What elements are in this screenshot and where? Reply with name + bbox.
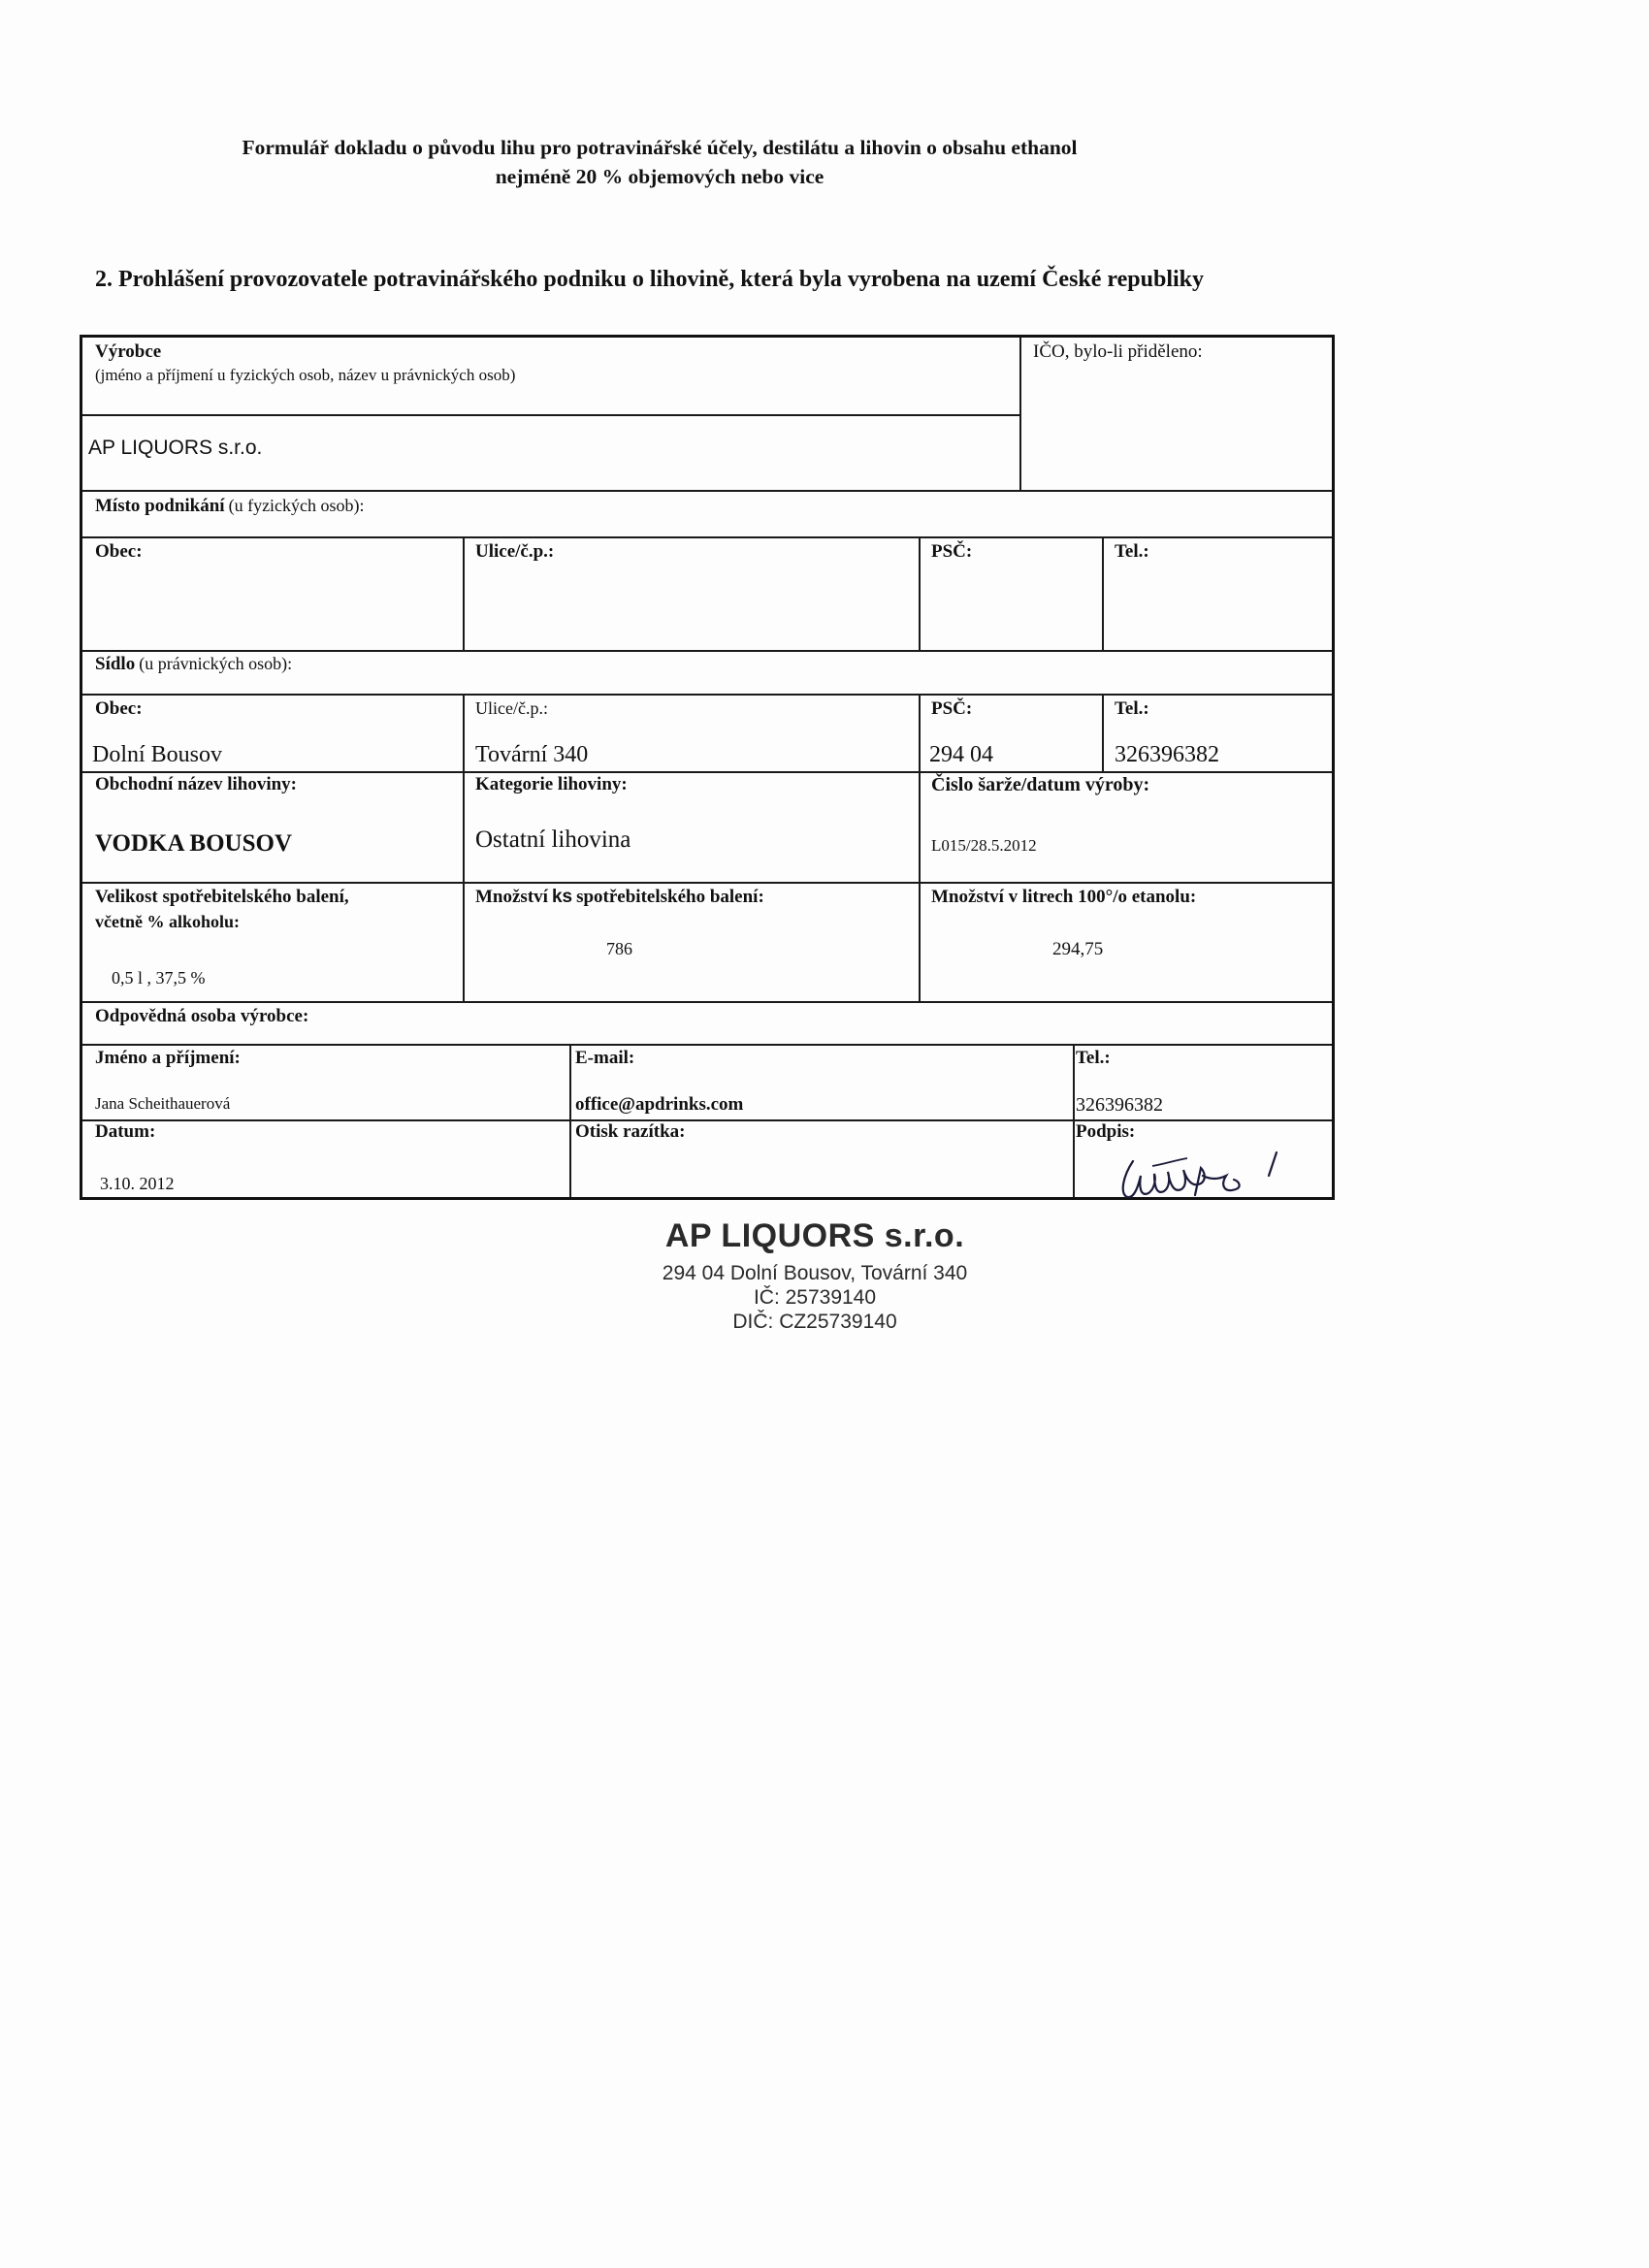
date-value: 3.10. 2012: [100, 1174, 175, 1193]
responsible-tel-label: Tel.:: [1076, 1048, 1111, 1068]
responsible-tel-value: 326396382: [1076, 1094, 1163, 1116]
seat-ulice-label: Ulice/č.p.:: [475, 698, 548, 718]
package-count-label-ks: ks: [551, 887, 573, 907]
handwritten-signature: [1106, 1137, 1300, 1215]
divider: [82, 414, 1021, 416]
divider: [919, 536, 921, 651]
producer-value: AP LIQUORS s.r.o.: [88, 437, 263, 459]
divider: [82, 1044, 1332, 1046]
trade-name-label: Obchodní název lihoviny:: [95, 774, 297, 794]
divider: [82, 490, 1332, 492]
document-title: [97, 133, 1222, 191]
ico-label: IČO, bylo-li přiděleno:: [1033, 341, 1203, 362]
seat-psc-label: PSČ:: [931, 698, 973, 719]
divider: [1102, 536, 1104, 651]
seat-psc-value: 294 04: [929, 742, 993, 767]
divider: [82, 1119, 1332, 1121]
divider: [1073, 1044, 1075, 1197]
responsible-email-value: office@apdrinks.com: [575, 1094, 744, 1115]
divider: [82, 882, 1332, 884]
business-tel-label: Tel.:: [1115, 541, 1149, 562]
seat-obec-value: Dolní Bousov: [92, 742, 223, 767]
seat-label: [95, 654, 292, 675]
responsible-email-label: E-mail:: [575, 1048, 635, 1068]
business-obec-label: Obec:: [95, 541, 143, 562]
stamp-ic: IČ: 25739140: [753, 1286, 877, 1309]
producer-label: Výrobce: [95, 341, 162, 362]
divider: [82, 771, 1332, 773]
business-place-label: [95, 496, 365, 517]
business-place-label-bold: Místo podnikání: [95, 496, 225, 516]
divider: [919, 694, 921, 1002]
divider: [463, 536, 465, 651]
stamp-dic: DIČ: CZ25739140: [732, 1311, 897, 1333]
stamp-company-name: AP LIQUORS s.r.o.: [664, 1217, 965, 1254]
divider: [1102, 694, 1104, 772]
package-size-label-2: včetně % alkoholu:: [95, 912, 241, 931]
divider: [82, 650, 1332, 652]
date-label: Datum:: [95, 1121, 156, 1142]
batch-label: Čislo šarže/datum výroby:: [931, 774, 1150, 795]
signature-label: Podpis:: [1076, 1121, 1136, 1142]
seat-tel-label: Tel.:: [1115, 698, 1149, 719]
liters-label: Množství v litrech 100°/o etanolu:: [931, 887, 1197, 907]
divider: [82, 536, 1332, 538]
package-size-label-1: Velikost spotřebitelského balení,: [95, 887, 349, 907]
responsible-name-label: Jméno a příjmení:: [95, 1048, 241, 1068]
responsible-section-label: Odpovědná osoba výrobce:: [95, 1006, 309, 1026]
business-ulice-label: Ulice/č.p.:: [475, 541, 555, 562]
seat-ulice-value: Tovární 340: [475, 742, 589, 767]
liters-value: 294,75: [1052, 939, 1104, 959]
batch-value: L015/28.5.2012: [931, 836, 1037, 855]
category-label: Kategorie lihoviny:: [475, 774, 628, 794]
package-count-label-2: spotřebitelského balení:: [576, 887, 764, 907]
producer-hint: (jméno a příjmení u fyzických osob, název u právnických osob): [95, 366, 516, 384]
seat-tel-value: 326396382: [1115, 742, 1219, 767]
responsible-name-value: Jana Scheithauerová: [95, 1094, 231, 1113]
seat-obec-label: Obec:: [95, 698, 143, 719]
seat-label-rest: (u právnických osob):: [139, 654, 293, 673]
package-count-label-1: Množství: [475, 887, 548, 907]
document-title-line-1: Formulář dokladu o původu lihu pro potravinářské účely, destilátu a lihovin o obsahu ethanol: [242, 136, 1078, 159]
section-heading: 2. Prohlášení provozovatele potravinářského podniku o lihovině, která byla vyrobena na uzemí České republiky: [95, 267, 1204, 292]
category-value: Ostatní lihovina: [475, 826, 631, 853]
divider: [1019, 338, 1021, 491]
document-title-line-2: nejméně 20 % objemových nebo vice: [495, 165, 824, 188]
divider: [463, 694, 465, 1002]
seat-label-bold: Sídlo: [95, 654, 136, 674]
stamp-label: Otisk razítka:: [575, 1121, 686, 1142]
declaration-form: [80, 335, 1335, 1200]
trade-name-value: VODKA BOUSOV: [95, 830, 293, 857]
package-count-value: 786: [606, 939, 632, 958]
stamp-address: 294 04 Dolní Bousov, Tovární 340: [662, 1262, 968, 1284]
package-size-value: 0,5 l , 37,5 %: [112, 968, 206, 988]
divider: [569, 1044, 571, 1197]
divider: [82, 694, 1332, 696]
divider: [82, 1001, 1332, 1003]
business-place-label-rest: (u fyzických osob):: [228, 496, 365, 515]
company-stamp: [543, 1217, 1086, 1334]
package-count-label: [475, 887, 764, 908]
business-psc-label: PSČ:: [931, 541, 973, 562]
